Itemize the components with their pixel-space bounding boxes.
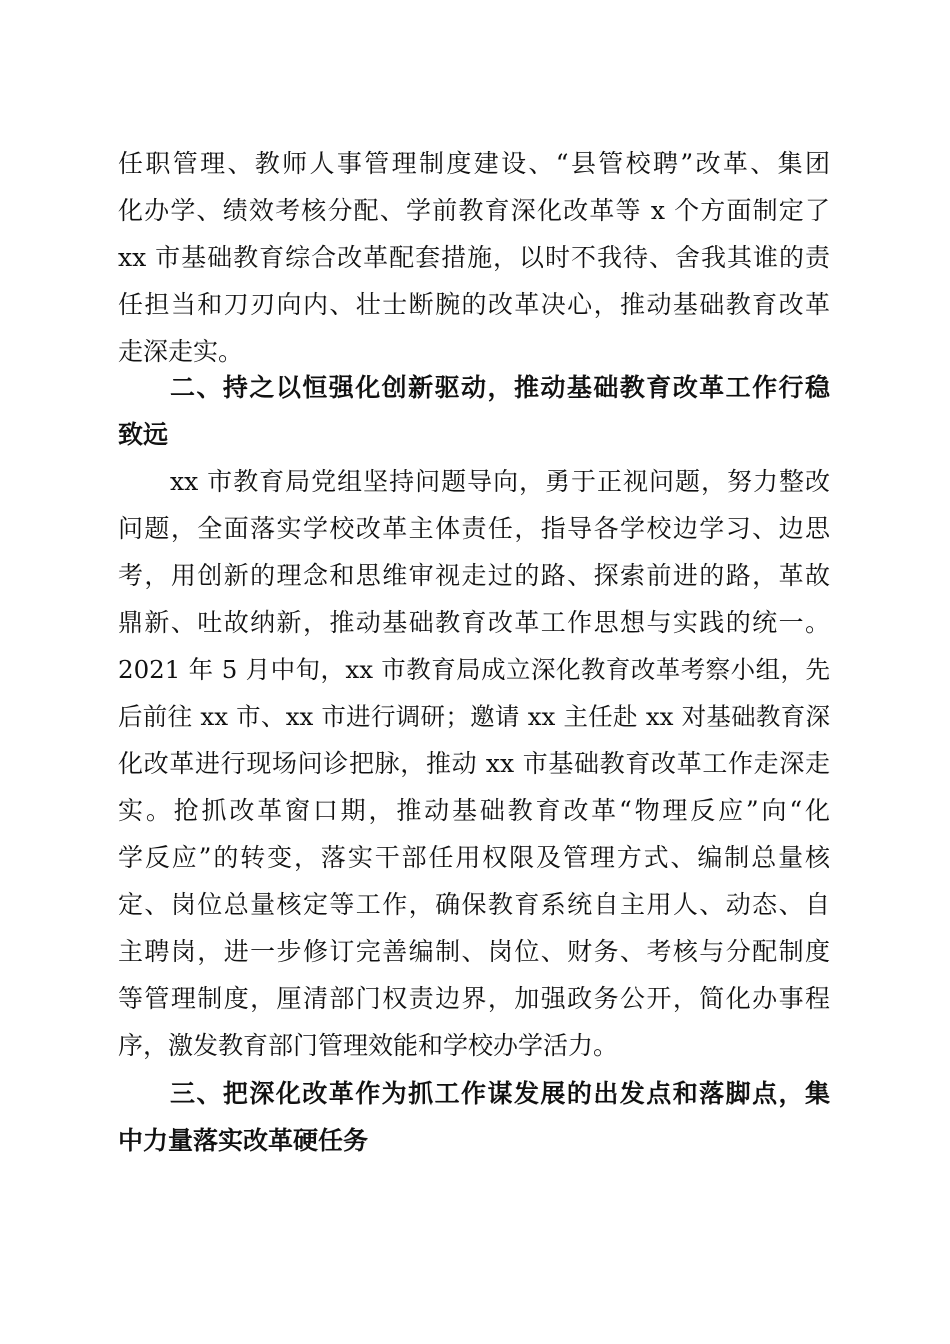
body-line: 主聘岗，进一步修订完善编制、岗位、财务、考核与分配制度 (118, 937, 830, 966)
body-line: 2021 年 5 月中旬，xx 市教育局成立深化教育改革考察小组，先 (118, 655, 830, 684)
section-heading: 二、持之以恒强化创新驱动，推动基础教育改革工作行稳 (170, 373, 830, 402)
section-heading: 中力量落实改革硬任务 (118, 1126, 369, 1155)
body-line: 定、岗位总量核定等工作，确保教育系统自主用人、动态、自 (118, 890, 830, 919)
body-line: 实。抢抓改革窗口期，推动基础教育改革“物理反应”向“化 (118, 796, 830, 825)
body-line: 走深走实。 (118, 337, 244, 366)
body-line: 任担当和刀刃向内、壮士断腕的改革决心，推动基础教育改革 (118, 290, 830, 319)
body-line: 后前往 xx 市、xx 市进行调研；邀请 xx 主任赴 xx 对基础教育深 (118, 702, 830, 731)
body-line: 化改革进行现场问诊把脉，推动 xx 市基础教育改革工作走深走 (118, 749, 830, 778)
body-line: 问题，全面落实学校改革主体责任，指导各学校边学习、边思 (118, 514, 830, 543)
body-line: 序，激发教育部门管理效能和学校办学活力。 (118, 1031, 619, 1060)
body-line: xx 市基础教育综合改革配套措施，以时不我待、舍我其谁的责 (118, 243, 830, 272)
section-heading: 三、把深化改革作为抓工作谋发展的出发点和落脚点，集 (170, 1079, 830, 1108)
body-line: 鼎新、吐故纳新，推动基础教育改革工作思想与实践的统一。 (118, 608, 830, 637)
body-line: 学反应”的转变，落实干部任用权限及管理方式、编制总量核 (118, 843, 830, 872)
body-line: 化办学、绩效考核分配、学前教育深化改革等 x 个方面制定了 (118, 196, 830, 225)
body-line: 任职管理、教师人事管理制度建设、“县管校聘”改革、集团 (118, 149, 830, 178)
body-line: 等管理制度，厘清部门权责边界，加强政务公开，简化办事程 (118, 984, 830, 1013)
body-line: 考，用创新的理念和思维审视走过的路、探索前进的路，革故 (118, 561, 830, 590)
section-heading: 致远 (118, 420, 169, 449)
body-line: xx 市教育局党组坚持问题导向，勇于正视问题，努力整改 (170, 467, 830, 496)
